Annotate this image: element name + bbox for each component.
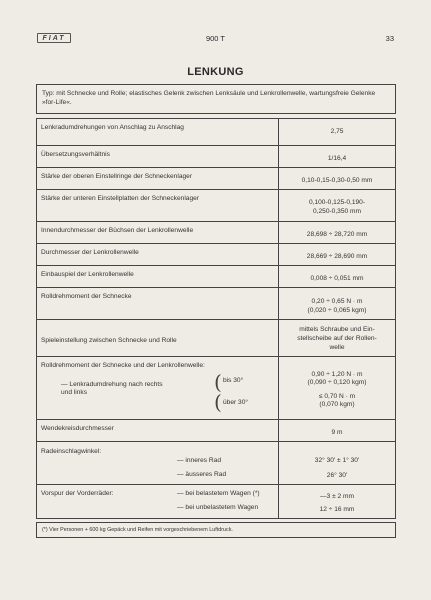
row-label: Einbauspiel der Lenkrollenwelle [41,271,134,278]
row-sublabel: — inneres Rad [177,457,221,464]
row-value: 28,669 ÷ 28,690 mm [306,253,368,260]
table-row [37,420,395,442]
row-value: 9 m [331,429,343,436]
row-label: Stärke der oberen Einstellringe der Schneckenlager [41,173,193,180]
row-value: 12 ÷ 16 mm [319,506,355,513]
row-value: 1/16,4 [327,155,347,162]
intro-box: Typ: mit Schnecke und Rolle; elastisches Gelenk zwischen Lenksäule und Lenkrollenwelle, wartungsfreie Gelenke »for-Life«. [36,84,396,114]
brace-icon: ( [214,390,222,414]
table-row [37,266,395,288]
fiat-logo: FIAT [37,33,71,43]
row-value: 2,75 [330,128,344,135]
table-row [37,222,395,244]
row-label: Durchmesser der Lenkrollenwelle [41,249,139,256]
row-label: Vorspur der Vorderräder: [41,490,114,497]
row-label: Wendekreisdurchmesser [41,425,114,432]
row-label: Radeinschlagwinkel: [41,448,102,455]
table-row [37,244,395,266]
page-number: 33 [385,34,394,43]
row-sublabel: — Lenkradumdrehung nach rechts [61,381,163,388]
row-value: 0,008 ÷ 0,051 mm [310,275,364,282]
spec-table [36,118,396,519]
page-title: LENKUNG [187,66,244,78]
table-row [37,146,395,168]
row-label: Stärke der unteren Einstellplatten der Schneckenlager [41,195,199,202]
row-value: 0,90 ÷ 1,20 N · m [311,371,363,378]
row-value: (0,090 ÷ 0,120 kgm) [307,379,367,386]
row-value: welle [329,344,345,351]
row-value: 0,20 ÷ 0,65 N · m [311,298,363,305]
row-label: Übersetzungsverhältnis [41,151,110,158]
page-header [37,33,394,45]
row-value: 0,100-0,125-0,190- [308,199,366,206]
table-row [37,357,395,420]
row-label: Spieleinstellung zwischen Schnecke und Rolle [41,337,177,344]
row-value: (0,070 kgm) [319,401,355,408]
table-row [37,288,395,320]
row-value: (0,020 ÷ 0,065 kgm) [307,307,367,314]
row-value: 0,250-0,350 mm [312,208,361,215]
table-row [37,190,395,222]
row-value: 26° 30' [326,472,348,479]
table-row [37,320,395,357]
row-sublabel: und links [61,389,88,396]
model-name: 900 T [205,34,226,43]
row-value: 28,698 ÷ 28,720 mm [306,231,368,238]
row-sublabel: — äusseres Rad [177,471,227,478]
table-row [37,442,395,485]
row-value: 32° 30' ± 1° 30' [314,457,360,464]
table-row [37,485,395,519]
row-value: —3 ± 2 mm [319,493,355,500]
row-value: stellscheibe auf der Rollen- [297,335,377,342]
table-row [37,168,395,190]
row-option: über 30° [223,399,249,406]
row-option: bis 30° [223,377,244,384]
row-value: mittels Schraube und Ein- [299,326,375,333]
brace-icon: ( [214,370,222,394]
row-sublabel: — bei belastetem Wagen (*) [177,490,260,497]
row-value: ≤ 0,70 N · m [318,393,356,400]
row-value: 0,10-0,15-0,30-0,50 mm [301,177,373,184]
table-row [37,119,395,146]
row-label: Rolldrehmoment der Schnecke und der Lenkrollenwelle: [41,362,205,369]
row-label: Rolldrehmoment der Schnecke [41,293,132,300]
row-label: Lenkradumdrehungen von Anschlag zu Anschlag [41,124,184,131]
row-sublabel: — bei unbelastetem Wagen [177,504,259,511]
footnote: (*) Vier Personen + 600 kg Gepäck und Reifen mit vorgeschriebenem Luftdruck. [36,522,396,538]
row-label: Innendurchmesser der Büchsen der Lenkrollenwelle [41,227,194,234]
